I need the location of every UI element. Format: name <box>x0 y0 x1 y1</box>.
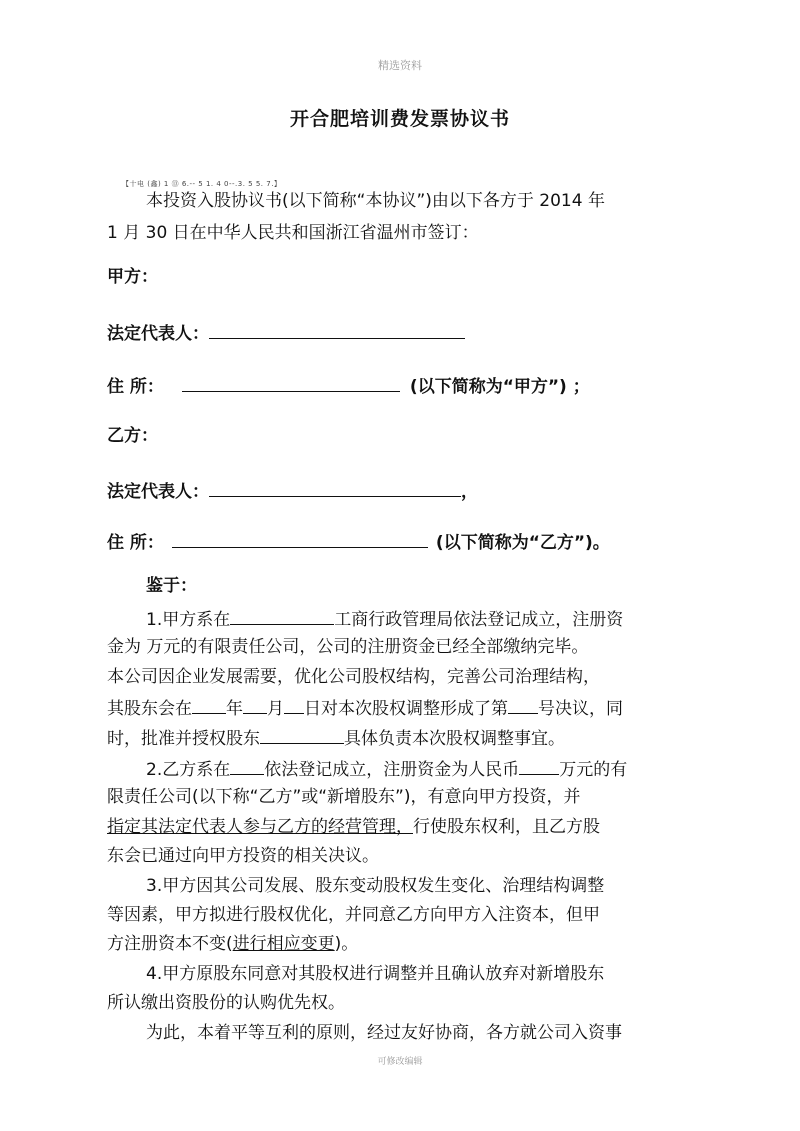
clause-2-text-b: 依法登记成立，注册资金为人民币 <box>264 760 520 780</box>
party-a-rep-blank <box>209 320 465 339</box>
clause-2-text-c: 万元的有 <box>559 760 628 780</box>
party-b-rep-blank <box>209 478 461 497</box>
clause-1-blank-bureau <box>230 606 334 625</box>
clause-1-text-4e: 号决议，同 <box>538 699 623 719</box>
clause-3-text-b: )。 <box>334 934 359 954</box>
clause-1-line-1 <box>146 606 623 631</box>
clause-2-line-1 <box>146 756 627 781</box>
party-a-label: 甲方： <box>107 267 158 287</box>
party-a-addr-label: 住 所： <box>107 377 164 397</box>
party-a-addr-blank <box>182 373 400 392</box>
party-b-addr-label: 住 所： <box>107 533 164 553</box>
party-b-label: 乙方： <box>107 426 158 446</box>
party-b-rep-suffix: ， <box>461 482 478 502</box>
party-b-rep-row <box>107 478 478 503</box>
clause-3-underlined-text: 进行相应变更 <box>232 934 335 954</box>
closing-line-1: 为此，本着平等互利的原则，经过友好协商，各方就公司入资事 <box>146 1023 622 1043</box>
clause-1-text-4b: 年 <box>226 699 243 719</box>
footer-watermark: 可修改编辑 <box>377 1057 423 1067</box>
party-a-rep-label: 法定代表人： <box>107 324 209 344</box>
tiny-reference-line: 【十电 (鑫) 1 ⑬ 6.-- 5 1. 4 0--.3. 5 5. 7.】 <box>122 180 282 188</box>
clause-1-blank-day <box>284 695 304 714</box>
clause-3-text-a: 方注册资本不变( <box>107 934 233 954</box>
clause-4-line-1: 4.甲方原股东同意对其股权进行调整并且确认放弃对新增股东 <box>146 964 605 984</box>
header-watermark: 精选资料 <box>378 59 422 72</box>
clause-1-blank-shareholder <box>260 725 344 744</box>
clause-2-underlined-text: 指定其法定代表人参与乙方的经营管理， <box>107 817 413 837</box>
clause-1-text-4c: 月 <box>267 699 284 719</box>
clause-1-text-4a: 其股东会在 <box>107 699 192 719</box>
clause-2-line-4: 东会已通过向甲方投资的相关决议。 <box>107 846 379 866</box>
whereas-label: 鉴于： <box>146 576 197 596</box>
clause-1-blank-month <box>243 695 267 714</box>
clause-2-line-3 <box>107 816 600 838</box>
clause-1-text-5b: 具体负责本次股权调整事宜。 <box>344 729 565 749</box>
clause-1-text-a: 1.甲方系在 <box>146 610 231 630</box>
party-b-addr-row <box>107 529 610 554</box>
clause-1-line-5 <box>107 725 565 750</box>
intro-line-1: 本投资入股协议书(以下简称“本协议”)由以下各方于 2014 年 <box>146 191 605 211</box>
clause-2-text-a: 2.乙方系在 <box>146 760 231 780</box>
clause-1-text-4d: 日对本次股权调整形成了第 <box>304 699 508 719</box>
clause-1-blank-year <box>192 695 226 714</box>
clause-1-line-2: 金为 万元的有限责任公司，公司的注册资金已经全部缴纳完毕。 <box>107 637 589 657</box>
clause-1-line-3: 本公司因企业发展需要，优化公司股权结构，完善公司治理结构， <box>107 667 600 687</box>
clause-3-line-3 <box>107 933 358 955</box>
clause-2-blank-capital <box>519 756 559 775</box>
clause-2-blank-registry <box>230 756 264 775</box>
party-b-rep-label: 法定代表人： <box>107 482 209 502</box>
clause-2-text-3: 行使股东权利，且乙方股 <box>413 817 600 837</box>
clause-4-line-2: 所认缴出资股份的认购优先权。 <box>107 993 345 1013</box>
document-title: 开合肥培训费发票协议书 <box>289 108 510 130</box>
clause-1-text-b: 工商行政管理局依法登记成立，注册资 <box>334 610 624 630</box>
party-a-addr-row <box>107 373 590 398</box>
clause-3-line-1: 3.甲方因其公司发展、股东变动股权发生变化、治理结构调整 <box>146 876 605 896</box>
party-a-addr-suffix: (以下简称为“甲方”) ； <box>409 377 590 397</box>
clause-2-line-2: 限责任公司(以下称“乙方”或“新增股东”)，有意向甲方投资，并 <box>107 787 581 807</box>
clause-1-blank-resolution <box>508 695 538 714</box>
clause-1-line-4 <box>107 695 623 720</box>
party-a-rep-row <box>107 320 465 345</box>
party-b-addr-suffix: (以下简称为“乙方”)。 <box>435 533 610 553</box>
party-b-addr-blank <box>172 529 428 548</box>
clause-1-text-5a: 时，批准并授权股东 <box>107 729 260 749</box>
intro-line-2: 1 月 30 日在中华人民共和国浙江省温州市签订： <box>107 223 479 243</box>
clause-3-line-2: 等因素，甲方拟进行股权优化，并同意乙方向甲方入注资本，但甲 <box>107 905 600 925</box>
